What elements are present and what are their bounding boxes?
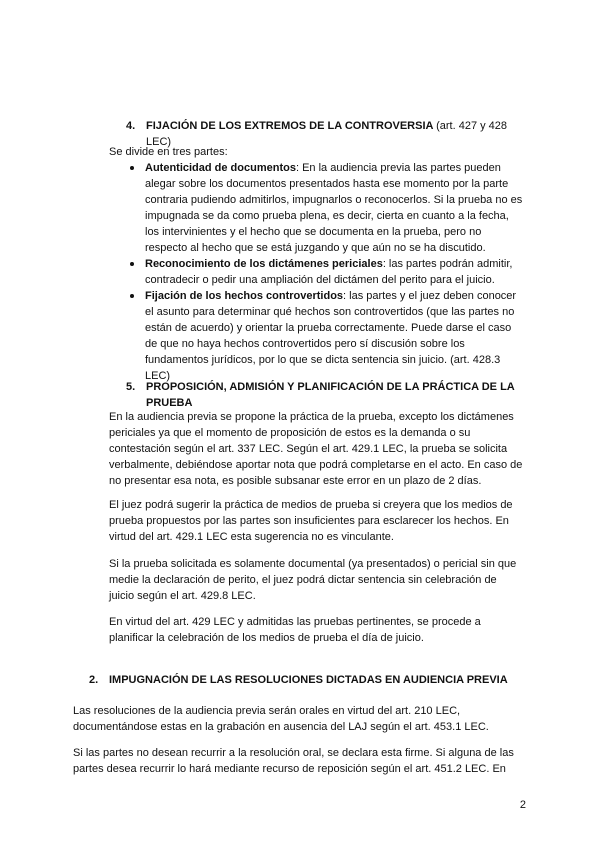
bullet-icon [130,262,134,266]
section-5-paragraph: En virtud del art. 429 LEC y admitidas las pruebas pertinentes, se procede a planificar la celebración de los medios de prueba el día de juicio. [109,616,481,644]
section-5-heading [126,379,526,411]
bullet-icon [130,166,134,170]
section-5-paragraph: Si la prueba solicitada es solamente documental (ya presentados) o pericial sin que medie la declaración de perito, el juez podrá dictar sentencia sin celebración de juicio según el art. 429.8 LEC. [109,558,517,602]
section-4-title: FIJACIÓN DE LOS EXTREMOS DE LA CONTROVERSIA [146,120,434,132]
bullet-item [145,256,523,288]
section-5-paragraph: El juez podrá sugerir la práctica de medios de prueba si creyera que los medios de prueba propuestos por las partes son insuficientes para esclarecer los hechos. En virtud del art. 429.1 LEC esta sugerencia no es vinculante. [109,499,513,543]
bullet-term: Autenticidad de documentos [145,162,296,174]
bullet-icon [130,294,134,298]
section-4-bullet-list [145,160,523,384]
section-4-intro: Se divide en tres partes: [109,146,228,158]
section-2-number: 2. [89,674,99,686]
section-4-number: 4. [126,120,136,132]
section-2-heading [89,672,529,688]
page-number: 2 [519,799,526,811]
section-2-title: IMPUGNACIÓN DE LAS RESOLUCIONES DICTADAS EN AUDIENCIA PREVIA [109,674,508,686]
bullet-term: Fijación de los hechos controvertidos [145,290,344,302]
bullet-text: : En la audiencia previa las partes pueden alegar sobre los documentos presentados hasta ese momento por la parte contraria pudiendo admitirlos, impugnarlos o reconocerlos. Si la prueba no es impugnada se da como prueba plena, es decir, cierta en cuanto a la fecha, los intervinientes y el hecho que se documenta en la prueba, pero no respecto al hecho que se está juzgando y que aún no se ha discutido. [145,162,523,254]
bullet-text: : las partes podrán admitir, contradecir o pedir una ampliación del dictámen del perito para el juicio. [145,258,513,286]
section-5-title: PROPOSICIÓN, ADMISIÓN Y PLANIFICACIÓN DE LA PRÁCTICA DE LA PRUEBA [146,381,515,409]
section-5-paragraph: En la audiencia previa se propone la práctica de la prueba, excepto los dictámenes periciales ya que el momento de proposición de estos es la demanda o su contestación según el art. 337 LEC. Según el art. 429.1 LEC, la prueba se solicita verbalmente, debiéndose aportar nota que podrá completarse en el acto. En caso de no presentar esa nota, es posible subsanar este error en un plazo de 2 días. [109,411,523,487]
section-2-paragraph: Si las partes no desean recurrir a la resolución oral, se declara esta firme. Si alguna de las partes desea recurrir lo hará mediante recurso de reposición según el art. 451.2 LEC. En [73,747,514,775]
bullet-item [145,160,523,256]
section-5-number: 5. [126,381,136,393]
section-4-ref: (art. 427 y 428 LEC) [146,120,508,148]
bullet-item [145,288,523,384]
bullet-term: Reconocimiento de los dictámenes periciales [145,258,383,270]
bullet-text: : las partes y el juez deben conocer el asunto para determinar qué hechos son controvertidos (que las partes no están de acuerdo) y orientar la prueba correctamente. Puede darse el caso de que no haya hechos controvertidos pero sí discusión sobre los fundamentos jurídicos, por lo que se dicta sentencia sin juicio. (art. 428.3 LEC) [145,290,517,382]
section-2-paragraph: Las resoluciones de la audiencia previa serán orales en virtud del art. 210 LEC, documentándose estas en la grabación en ausencia del LAJ según el art. 453.1 LEC. [73,705,489,733]
